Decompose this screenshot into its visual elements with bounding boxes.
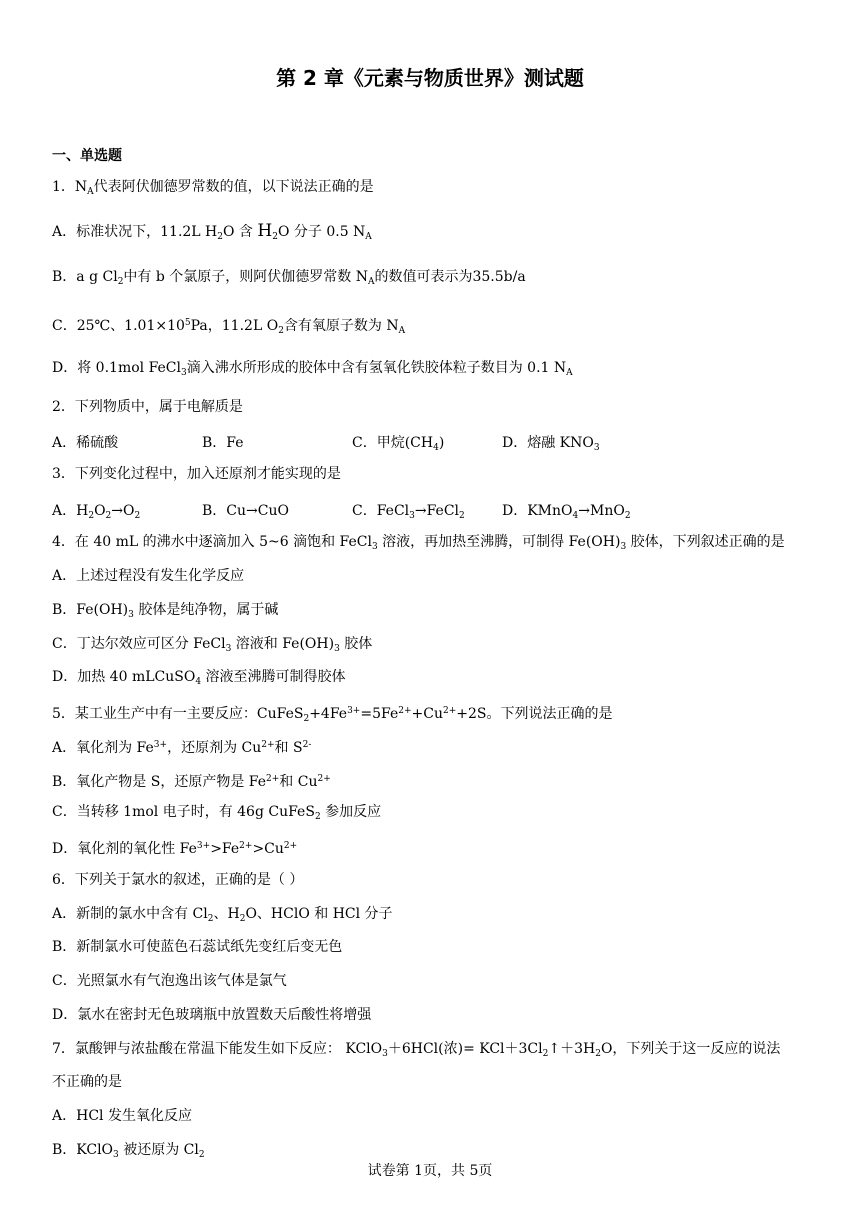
question-5-option-b: B．氧化产物是 S，还原产物是 $Fe^{2+}$和 $Cu^{2+}$ <box>52 774 331 790</box>
question-4-stem: 4．在 40 mL 的沸水中逐滴加入 5~6 滴饱和 FeCl$_3$ 溶液，再加热至沸腾，可制得 $Fe(OH)_3$ 胶体，下列叙述正确的是 <box>52 534 785 552</box>
question-7-option-b: B．KClO$_3$ 被还原为 $Cl_2$ <box>52 1142 205 1160</box>
question-4-option-b: B．$Fe(OH)_3$ 胶体是纯净物，属于碱 <box>52 602 279 620</box>
question-3-option-a: A．$H_2O_2\to O_2$ <box>52 503 141 521</box>
question-2-option-d: D．熔融 $KNO_3$ <box>502 435 600 453</box>
question-3-option-b: B．Cu→CuO <box>202 503 289 519</box>
page-footer: 试卷第 1页，共 5页 <box>367 1163 493 1179</box>
question-4-option-d: D．加热 40 mLCuSO$_4$ 溶液至沸腾可制得胶体 <box>52 669 346 687</box>
question-3-option-d: D．KMnO$_4$→MnO$_2$ <box>502 503 631 521</box>
question-1-option-c: C．25℃、$1.01\times 10^5Pa$，11.2L $O_2$含有氧原子数为 $N_A$ <box>52 318 406 336</box>
question-6-option-d: D．氯水在密封无色玻璃瓶中放置数天后酸性将增强 <box>52 1007 372 1023</box>
question-2-option-c: C．甲烷$(CH_4)$ <box>352 435 445 453</box>
question-2-option-b: B．Fe <box>202 435 244 451</box>
question-1-stem: 1．$N_A$代表阿伏伽德罗常数的值，以下说法正确的是 <box>52 179 374 197</box>
question-4-option-a: A．上述过程没有发生化学反应 <box>52 568 245 584</box>
question-5-option-a: A．氧化剂为 $Fe^{3+}$，还原剂为 $Cu^{2+}$和 $S^{2-}$ <box>52 740 312 756</box>
question-7-stem-continued: 不正确的是 <box>52 1074 122 1090</box>
question-1-option-b: B．a g $Cl_2$中有 b 个氯原子，则阿伏伽德罗常数 $N_A$的数值可表示为35.5b/a <box>52 269 526 287</box>
question-2-option-a: A．稀硫酸 <box>52 435 119 451</box>
question-6-option-c: C．光照氯水有气泡逸出该气体是氯气 <box>52 973 287 989</box>
question-5-option-c: C．当转移 1mol 电子时，有 46g CuFeS$_2$ 参加反应 <box>52 804 382 822</box>
section-heading: 一、单选题 <box>52 148 122 164</box>
question-5-stem: 5．某工业生产中有一主要反应：$CuFeS_2+4Fe^{3+}=5Fe^{2+}+Cu^{2+}+2S$。下列说法正确的是 <box>52 706 613 724</box>
question-1-option-a: A．标准状况下，11.2L $H_2O$ 含 $H_2O$ 分子 0.5 $N_A$ <box>52 221 372 242</box>
question-7-stem: 7．氯酸钾与浓盐酸在常温下能发生如下反应： KClO$_3$＋6HCl(浓)= $KCl+3Cl_2↑+3H_2O$，下列关于这一反应的说法 <box>52 1041 781 1059</box>
question-3-option-c: C．FeCl$_3$→FeCl$_2$ <box>352 503 465 521</box>
question-6-stem: 6．下列关于氯水的叙述，正确的是（ ） <box>52 872 304 888</box>
question-4-option-c: C．丁达尔效应可区分 FeCl$_3$ 溶液和 $Fe(OH)_3$ 胶体 <box>52 636 373 654</box>
question-5-option-d: D．氧化剂的氧化性 $Fe^{3+}>Fe^{2+}>Cu^{2+}$ <box>52 841 298 857</box>
question-7-option-a: A．HCl 发生氧化反应 <box>52 1108 192 1124</box>
question-6-option-a: A．新制的氯水中含有 $Cl_2$、$H_2O$、HClO 和 HCl 分子 <box>52 906 393 924</box>
question-2-stem: 2．下列物质中，属于电解质是 <box>52 399 243 415</box>
question-1-option-d: D．将 0.1mol FeCl$_3$滴入沸水所形成的胶体中含有氢氧化铁胶体粒子数目为 0.1 $N_A$ <box>52 360 573 378</box>
question-6-option-b: B．新制氯水可使蓝色石蕊试纸先变红后变无色 <box>52 939 343 955</box>
question-3-stem: 3．下列变化过程中，加入还原剂才能实现的是 <box>52 466 341 482</box>
page-title: 第 2 章《元素与物质世界》测试题 <box>276 66 584 90</box>
